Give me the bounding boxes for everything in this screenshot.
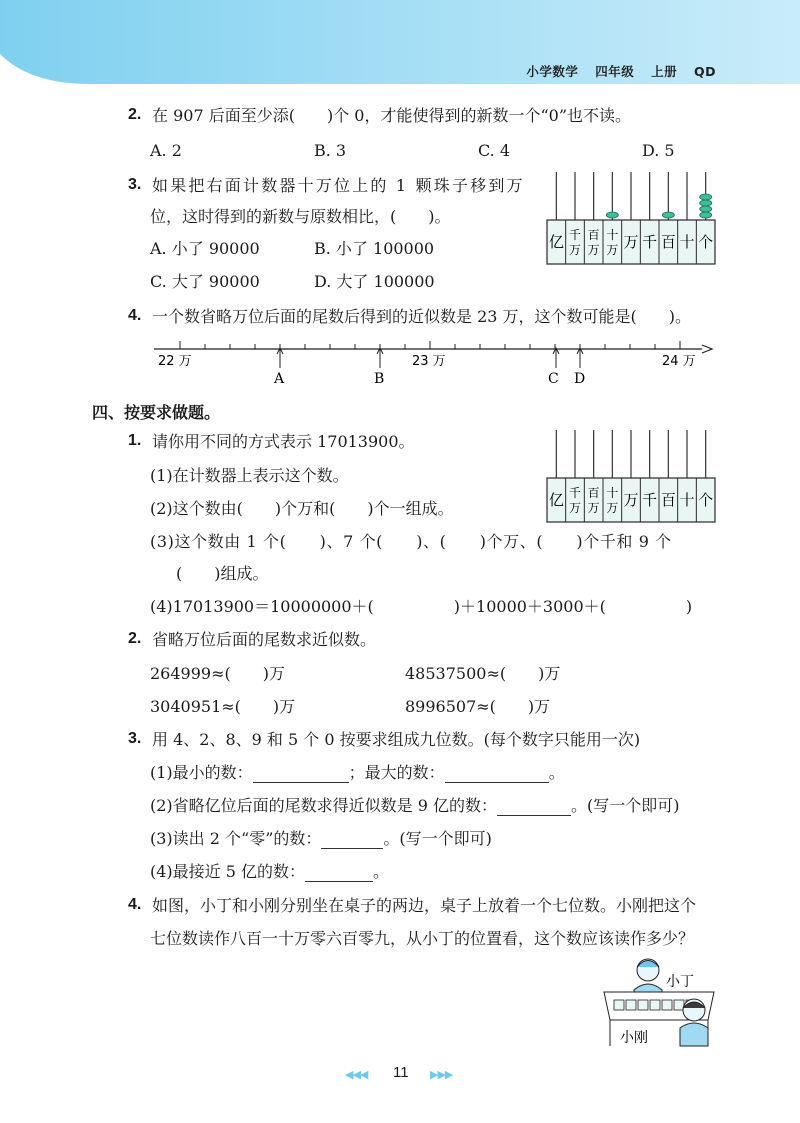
abacus-place-label: 万 [587, 501, 600, 515]
tick-label-23: 23 万 [412, 354, 446, 369]
section-title: 四、按要求做题。 [92, 403, 221, 422]
abacus-place-label: 千 [568, 228, 582, 242]
abacus-place-label: 亿 [548, 233, 564, 251]
p3-s4 [150, 862, 389, 882]
abacus-place-label: 万 [623, 233, 639, 251]
abacus-1-rods [556, 172, 711, 220]
p3-s3-label: (3)读出 2 个“零”的数： [150, 829, 322, 848]
q3-option-c[interactable]: C. 大了 90000 [150, 272, 260, 291]
page-prev-arrows: ◀◀◀ [345, 1068, 368, 1081]
p1-number: 1. [128, 432, 142, 449]
q2-option-c[interactable]: C. 4 [478, 141, 511, 160]
abacus-place-label: 个 [698, 233, 714, 251]
abacus-place-label: 百 [660, 233, 676, 251]
abacus-place-label: 百 [587, 228, 600, 242]
point-d [574, 348, 585, 387]
abacus-place-label: 百 [587, 486, 600, 500]
abacus-place-label: 千 [642, 233, 658, 251]
tick-label-22: 22 万 [158, 354, 192, 369]
table-illustration [596, 950, 722, 1050]
p4-line1: 如图，小丁和小刚分别坐在桌子的两边，桌子上放着一个七位数。小刚把这个 [152, 896, 697, 915]
q2-number: 2. [128, 106, 142, 123]
page-next-arrows: ▶▶▶ [430, 1068, 453, 1081]
p3-intro: 用 4、2、8、9 和 5 个 0 按要求组成九位数。(每个数字只能用一次) [152, 730, 641, 749]
p3-s4-end: 。 [373, 862, 390, 881]
abacus-bead [700, 212, 712, 218]
p1-s4[interactable]: (4)17013900＝10000000＋( )＋10000＋3000＋( ) [150, 597, 693, 616]
p1-s3b[interactable]: ( )组成。 [176, 564, 269, 583]
q3-option-d[interactable]: D. 大了 100000 [314, 272, 435, 291]
p3-s1 [150, 763, 565, 783]
abacus-place-label: 十 [679, 491, 695, 509]
point-c [548, 348, 559, 387]
point-a [273, 348, 285, 387]
p3-s3-end: 。(写一个即可) [383, 829, 492, 848]
p3-s3 [150, 829, 492, 849]
abacus-place-label: 十 [606, 228, 619, 242]
p3-s1-label-b: ；最大的数： [348, 763, 445, 782]
svg-text:D: D [574, 371, 586, 387]
abacus-bead [606, 212, 618, 218]
abacus-bead [700, 194, 712, 200]
p2-item-1[interactable]: 264999≈( )万 [150, 664, 285, 683]
abacus-bead [700, 206, 712, 212]
header-info [514, 62, 716, 80]
abacus-place-label: 亿 [548, 491, 564, 509]
tick-label-24: 24 万 [662, 354, 696, 369]
answer-blank-two-zeros[interactable] [321, 848, 383, 849]
q3-option-a[interactable]: A. 小了 90000 [150, 239, 260, 258]
p2-intro: 省略万位后面的尾数求近似数。 [152, 630, 377, 649]
q2-option-a[interactable]: A. 2 [150, 141, 182, 160]
p1-s2[interactable]: (2)这个数由( )个万和( )个一组成。 [150, 499, 454, 518]
q4-number: 4. [128, 307, 142, 324]
p3-number: 3. [128, 730, 142, 747]
header-grade: 四年级 [595, 64, 635, 79]
abacus-place-label: 千 [568, 486, 582, 500]
p3-s2 [150, 796, 680, 816]
q2-option-d[interactable]: D. 5 [642, 141, 675, 160]
q2-text: 在 907 后面至少添( )个 0，才能使得到的新数一个“0”也不读。 [152, 106, 632, 125]
svg-text:B: B [374, 371, 385, 387]
p4-line2: 七位数读作八百一十万零六百零九，从小丁的位置看，这个数应该读作多少？ [150, 929, 695, 948]
abacus-place-label: 十 [679, 233, 695, 251]
abacus-place-label: 万 [568, 243, 582, 257]
abacus-place-label: 万 [623, 491, 639, 509]
abacus-place-label: 万 [606, 501, 619, 515]
header-subject: 小学数学 [526, 64, 579, 79]
q3-line2: 位，这时得到的新数与原数相比，( )。 [150, 207, 451, 226]
abacus-place-label: 千 [642, 491, 658, 509]
p1-s1: (1)在计数器上表示这个数。 [150, 466, 349, 485]
abacus-counter-2[interactable] [546, 428, 716, 524]
abacus-counter-1 [546, 170, 716, 266]
label-xiaoding: 小丁 [666, 974, 694, 990]
abacus-place-label: 万 [606, 243, 619, 257]
p2-item-2[interactable]: 48537500≈( )万 [405, 664, 561, 683]
p3-s1-label-a: (1)最小的数： [150, 763, 253, 782]
abacus-place-label: 十 [606, 486, 619, 500]
p3-s1-end: 。 [548, 763, 565, 782]
p1-s3a[interactable]: (3)这个数由 1 个( )、7 个( )、( )个万、( )个千和 9 个 [150, 532, 672, 551]
p2-item-3[interactable]: 3040951≈( )万 [150, 697, 296, 716]
abacus-place-label: 百 [660, 491, 676, 509]
page-number: 11 [393, 1064, 409, 1081]
abacus-place-label: 个 [698, 491, 714, 509]
p3-s2-end: 。(写一个即可) [571, 796, 680, 815]
p3-s4-label: (4)最接近 5 亿的数： [150, 862, 306, 881]
abacus-place-label: 万 [587, 243, 600, 257]
p4-number: 4. [128, 896, 142, 913]
abacus-bead [662, 212, 674, 218]
label-xiaogang: 小刚 [620, 1030, 648, 1046]
q3-line1: 如果把右面计数器十万位上的 1 颗珠子移到万 [152, 176, 525, 195]
p2-item-4[interactable]: 8996507≈( )万 [405, 697, 551, 716]
header-term: 上册 [651, 64, 678, 79]
number-line [150, 335, 720, 390]
abacus-bead [700, 200, 712, 206]
p3-s2-label: (2)省略亿位后面的尾数求得近似数是 9 亿的数： [150, 796, 498, 815]
answer-blank-closest[interactable] [305, 881, 373, 882]
svg-text:A: A [274, 371, 285, 387]
point-b [374, 348, 384, 387]
q4-text: 一个数省略万位后面的尾数后得到的近似数是 23 万，这个数可能是( )。 [152, 307, 692, 326]
answer-blank-approx[interactable] [497, 815, 571, 816]
abacus-place-label: 万 [568, 501, 582, 515]
p2-number: 2. [128, 630, 142, 647]
svg-text:C: C [548, 371, 559, 387]
q3-option-b[interactable]: B. 小了 100000 [314, 239, 435, 258]
header-edition: QD [693, 64, 716, 79]
q3-number: 3. [128, 176, 142, 193]
answer-blank-smallest[interactable] [253, 782, 349, 783]
q2-option-b[interactable]: B. 3 [314, 141, 347, 160]
answer-blank-largest[interactable] [445, 782, 549, 783]
p1-intro: 请你用不同的方式表示 17013900。 [152, 432, 415, 451]
